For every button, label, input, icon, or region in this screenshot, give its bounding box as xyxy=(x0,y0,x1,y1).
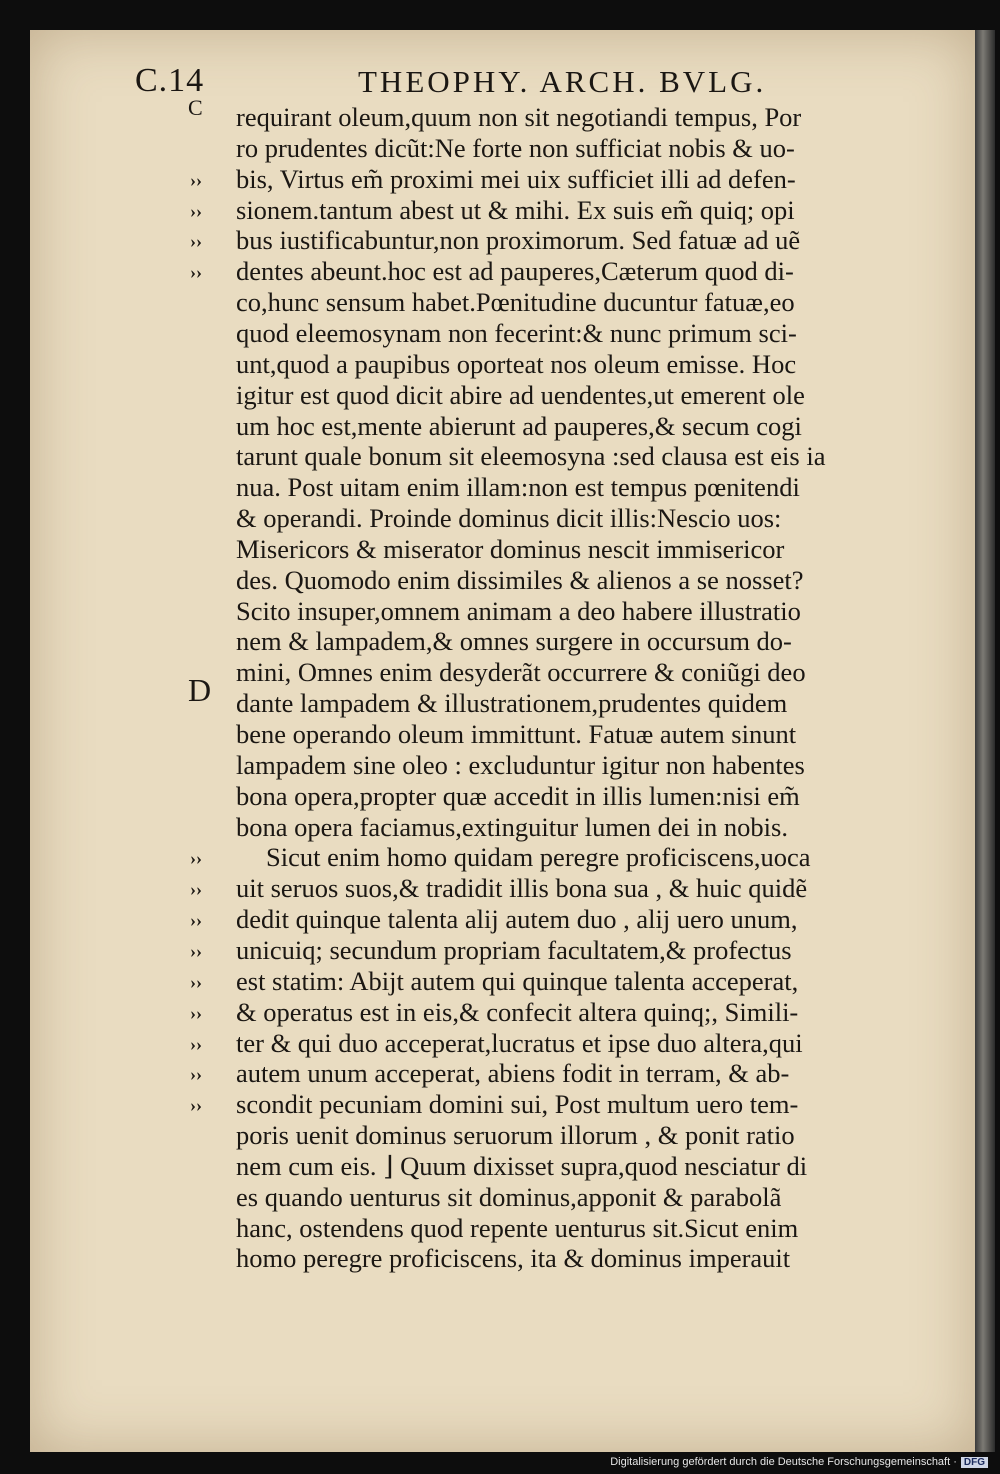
text-line: bona opera faciamus,extinguitur lumen dei in nobis. xyxy=(236,811,788,842)
text-line: bona opera,propter quæ accedit in illis lumen:nisi em̃ xyxy=(236,780,800,811)
dfg-logo: DFG xyxy=(961,1457,988,1468)
credit-text: Digitalisierung gefördert durch die Deutsche Forschungsgemeinschaft · xyxy=(610,1456,957,1468)
quotation-mark: ›› xyxy=(190,1064,202,1085)
text-line: Sicut enim homo quidam peregre proficiscens,uoca xyxy=(266,842,811,873)
text-line: poris uenit dominus seruorum illorum , & ponit ratio xyxy=(236,1120,795,1151)
quotation-mark: ›› xyxy=(190,231,202,252)
quotation-mark: ›› xyxy=(190,1033,202,1054)
text-line: um hoc est,mente abierunt ad pauperes,& secum cogi xyxy=(236,410,802,441)
folio-signature: C.14 xyxy=(135,62,205,99)
text-line: dedit quinque talenta alij autem duo , alij uero unum, xyxy=(236,904,798,935)
text-line: & operandi. Proinde dominus dicit illis:Nescio uos: xyxy=(236,503,782,534)
page-edge xyxy=(975,30,995,1452)
text-line: dante lampadem & illustrationem,prudentes quidem xyxy=(236,688,788,719)
text-line: Scito insuper,omnem animam a deo habere illustratio xyxy=(236,595,801,626)
text-line: dentes abeunt.hoc est ad pauperes,Cæterum quod di- xyxy=(236,256,794,287)
margin-initial-d: D xyxy=(188,672,212,708)
text-line: ter & qui duo acceperat,lucratus et ipse duo altera,qui xyxy=(236,1027,803,1058)
quotation-mark: ›› xyxy=(190,940,202,961)
text-line: igitur est quod dicit abire ad uendentes,ut emerent ole xyxy=(236,379,805,410)
quotation-mark: ›› xyxy=(190,1002,202,1023)
quotation-mark: ›› xyxy=(190,200,202,221)
text-line: autem unum acceperat, abiens fodit in terram, & ab- xyxy=(236,1058,790,1089)
text-line: bis, Virtus em̃ proximi mei uix sufficiet illi ad defen- xyxy=(236,163,796,194)
margin-initial-c: C xyxy=(188,95,203,120)
text-line: homo peregre proficiscens, ita & dominus imperauit xyxy=(236,1243,791,1274)
quotation-mark: ›› xyxy=(190,848,202,869)
text-line: nem & lampadem,& omnes surgere in occursum do- xyxy=(236,626,792,657)
text-line: lampadem sine oleo : excluduntur igitur non habentes xyxy=(236,749,805,780)
text-line: es quando uenturus sit dominus,apponit & parabolã xyxy=(236,1181,782,1212)
quotation-mark: ›› xyxy=(190,262,202,283)
quotation-mark: ›› xyxy=(190,971,202,992)
text-line: sionem.tantum abest ut & mihi. Ex suis em̃ quiq; opi xyxy=(236,194,795,225)
text-line: scondit pecuniam domini sui, Post multum uero tem- xyxy=(236,1089,799,1120)
text-line: hanc, ostendens quod repente uenturus sit.Sicut enim xyxy=(236,1212,799,1243)
text-line: ro prudentes dicũt:Ne forte non sufficiat nobis & uo- xyxy=(236,132,795,163)
text-line: tarunt quale bonum sit eleemosyna :sed clausa est eis ia xyxy=(236,441,826,472)
quotation-mark: ›› xyxy=(190,1095,202,1116)
text-line: nua. Post uitam enim illam:non est tempus pœnitendi xyxy=(236,472,800,503)
quotation-mark: ›› xyxy=(190,910,202,931)
text-line: requirant oleum,quum non sit negotiandi tempus, Por xyxy=(236,102,802,132)
text-line: quod eleemosynam non fecerint:& nunc primum sci- xyxy=(236,317,797,348)
text-line: bene operando oleum immittunt. Fatuæ autem sinunt xyxy=(236,719,797,749)
text-line: Misericors & miserator dominus nescit immisericor xyxy=(236,533,785,564)
quotation-mark: ›› xyxy=(190,169,202,190)
text-line: uit seruos suos,& tradidit illis bona sua , & huic quidẽ xyxy=(236,873,808,904)
digitization-credit xyxy=(610,1456,988,1468)
text-line: mini, Omnes enim desyderãt occurrere & coniũgi deo xyxy=(236,657,806,688)
text-line: unt,quod a paupibus oporteat nos oleum emisse. Hoc xyxy=(236,348,797,379)
text-line: nem cum eis. ⌋ Quum dixisset supra,quod nesciatur di xyxy=(236,1150,808,1181)
running-head: THEOPHY. ARCH. BVLG. xyxy=(358,64,767,99)
text-line: unicuiq; secundum propriam facultatem,& profectus xyxy=(236,934,792,965)
quotation-mark: ›› xyxy=(190,879,202,900)
text-line: bus iustificabuntur,non proximorum. Sed fatuæ ad uẽ xyxy=(236,225,801,256)
text-line: est statim: Abijt autem qui quinque talenta acceperat, xyxy=(236,965,799,996)
text-line: & operatus est in eis,& confecit altera quinq;, Simili- xyxy=(236,996,799,1027)
text-line: des. Quomodo enim dissimiles & alienos a se nosset? xyxy=(236,564,804,595)
text-line: co,hunc sensum habet.Pœnitudine ducuntur fatuæ,eo xyxy=(236,287,795,318)
